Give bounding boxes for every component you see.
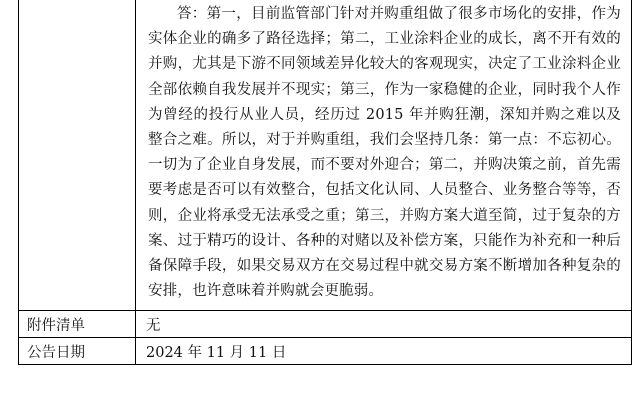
attachment-label: 附件清单	[19, 311, 136, 338]
announcement-date-label: 公告日期	[19, 338, 136, 365]
answer-label-cell	[19, 0, 136, 311]
answer-text: 答：第一，目前监管部门针对并购重组做了很多市场化的安排，作为实体企业的确多了路径选择；第二，工业涂料企业的成长，离不开有效的并购，尤其是下游不同领域差异化较大的客观现实，决定了工业涂料企业全部依赖自我发展并不现实；第三，作为一家稳健的企业，同时我个人作为曾经的投行从业人员，经历过 2015 年并购狂潮，深知并购之难以及整合之难。所以，对于并购重组，我们会坚持几条：第一点：不忘初心。一切为了企业自身发展，而不要对外迎合；第二，并购决策之前，首先需要考虑是否可以有效整合，包括文化认同、人员整合、业务整合等等，否则，企业将承受无法承受之重；第三，并购方案大道至简，过于复杂的方案、过于精巧的设计、各种的对赌以及补偿方案，只能作为补充和一种后备保障手段，如果交易双方在交易过程中就交易方案不断增加各种复杂的安排，也许意味着并购就会更脆弱。	[148, 6, 621, 300]
announcement-date-value: 2024 年 11 月 11 日	[136, 338, 632, 365]
attachment-value: 无	[136, 311, 632, 338]
answer-row	[19, 0, 632, 311]
answer-cell	[136, 0, 632, 311]
announcement-date-row	[19, 338, 632, 365]
attachment-row	[19, 311, 632, 338]
investor-relations-record-table	[18, 0, 632, 365]
